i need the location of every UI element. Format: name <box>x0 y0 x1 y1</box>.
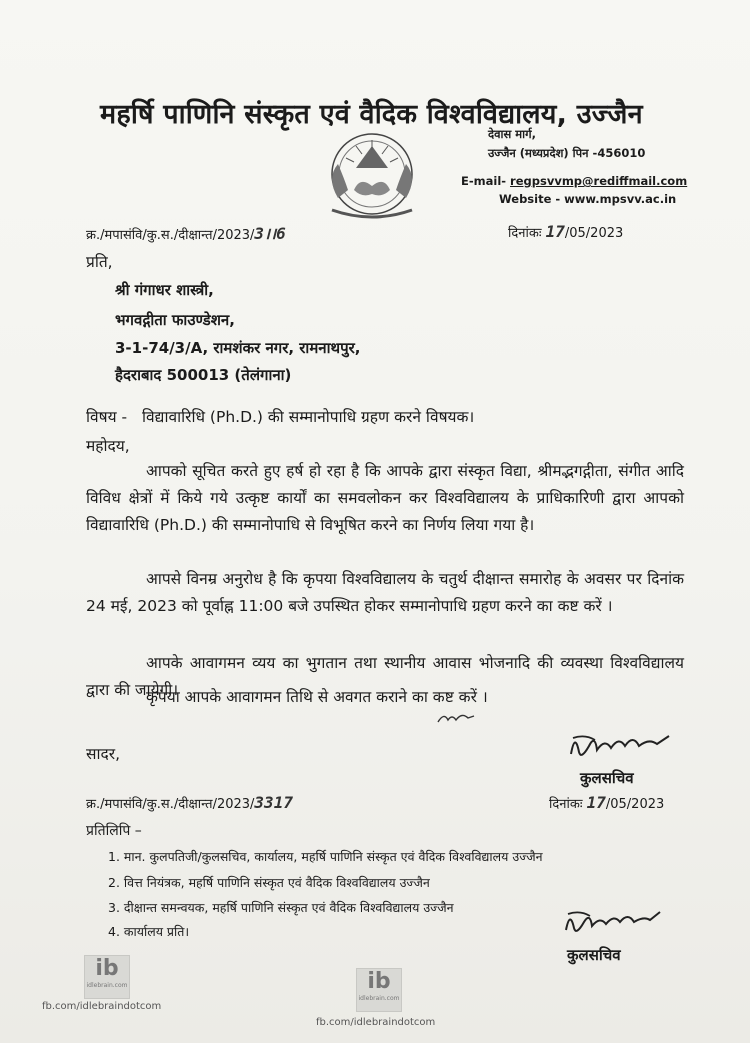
reference-date <box>508 222 623 241</box>
recipient-name: श्री गंगाधर शास्त्री, <box>115 281 214 299</box>
greeting: महोदय, <box>86 437 130 455</box>
watermark-logo-icon: ib idlebrain.com <box>356 968 402 1012</box>
address-line-1: देवास मार्ग, <box>488 127 536 141</box>
signature-icon <box>565 724 675 770</box>
date-day-handwritten: 17 <box>545 222 565 241</box>
paragraph-1: आपको सूचित करते हुए हर्ष हो रहा है कि आपके द्वारा संस्कृत विद्या, श्रीमद्भगद्गीता, संगीत आदि विविध क्षेत्रों में किये गये उत्कृष्ट कार्यों का समवलोकन कर विश्वविद्यालय के प्राधिकारिणी द्वारा आपको विद्यावारिधि (Ph.D.) की सम्मानोपाधि से विभूषित करने का निर्णय लिया गया है। <box>86 462 684 534</box>
subject-text: विद्यावारिधि (Ph.D.) की सम्मानोपाधि ग्रहण करने विषयक। <box>142 408 475 426</box>
copy-to-label: प्रतिलिपि – <box>86 823 142 839</box>
university-emblem-icon <box>318 128 426 224</box>
subject-line <box>86 405 474 427</box>
recipient-address-1: 3-1-74/3/A, रामशंकर नगर, रामनाथपुर, <box>115 339 361 357</box>
watermark-fb-text: fb.com/idlebraindotcom <box>42 1001 162 1012</box>
closing: सादर, <box>86 745 120 763</box>
paragraph-3: आपके आवागमन व्यय का भुगतान तथा स्थानीय आवास भोजनादि की व्यवस्था विश्वविद्यालय द्वारा की जायेगी। <box>86 654 684 699</box>
to-label: प्रति, <box>86 253 113 271</box>
email-label: E-mail- <box>461 174 507 188</box>
copy-to-item: 1. मान. कुलपतिजी/कुलसचिव, कार्यालय, महर्षि पाणिनि संस्कृत एवं वैदिक विश्वविद्यालय उज्जैन <box>108 849 543 864</box>
paragraph-2: आपसे विनम्र अनुरोध है कि कृपया विश्वविद्यालय के चतुर्थ दीक्षान्त समारोह के अवसर पर दिनांक 24 मई, 2023 को पूर्वाह्न 11:00 बजे उपस्थित होकर सम्मानोपाधि ग्रहण करने का कष्ट करें । <box>86 570 684 615</box>
copy-to-item: 2. वित्त नियंत्रक, महर्षि पाणिनि संस्कृत एवं वैदिक विश्वविद्यालय उज्जैन <box>108 875 430 890</box>
university-title: महर्षि पाणिनि संस्कृत एवं वैदिक विश्वविद्यालय, उज्जैन <box>100 99 643 130</box>
watermark-fb-text: fb.com/idlebraindotcom <box>316 1017 436 1028</box>
address-line-2: उज्जैन (मध्यप्रदेश) पिन -456010 <box>488 146 646 160</box>
email-link[interactable]: regpsvvmp@rediffmail.com <box>510 174 688 188</box>
recipient-address-2: हैदराबाद 500013 (तेलंगाना) <box>115 366 292 384</box>
email-line <box>461 174 687 188</box>
website-line: Website - www.mpsvv.ac.in <box>499 192 677 206</box>
copy-reference-handwritten-number: 3317 <box>254 793 293 812</box>
copy-reference-prefix: क्र./मपासंवि/कु.स./दीक्षान्त/2023/ <box>86 797 255 812</box>
reference-number <box>86 222 286 244</box>
signatory-title-copy: कुलसचिव <box>567 946 621 964</box>
copy-reference-number <box>86 793 293 812</box>
copy-date-day-handwritten: 17 <box>586 793 606 812</box>
reference-handwritten-number: 3।।6 <box>254 224 286 243</box>
copy-reference-date <box>549 793 664 812</box>
copy-to-item: 4. कार्यालय प्रति। <box>108 924 190 939</box>
date-rest: /05/2023 <box>564 226 624 241</box>
signatory-title: कुलसचिव <box>580 769 634 787</box>
signature-icon <box>560 902 664 946</box>
paragraph-4: कृपया आपके आवागमन तिथि से अवगत कराने का कष्ट करें । <box>146 688 488 706</box>
recipient-org: भगवद्गीता फाउण्डेशन, <box>115 311 235 329</box>
subject-label: विषय - <box>86 408 128 426</box>
copy-date-label: दिनांकः <box>549 797 583 812</box>
watermark-logo-icon: ib idlebrain.com <box>84 955 130 999</box>
copy-date-rest: /05/2023 <box>605 797 665 812</box>
copy-to-item: 3. दीक्षान्त समन्वयक, महर्षि पाणिनि संस्कृत एवं वैदिक विश्वविद्यालय उज्जैन <box>108 900 454 915</box>
handwritten-initial-icon <box>436 710 476 730</box>
reference-prefix: क्र./मपासंवि/कु.स./दीक्षान्त/2023/ <box>86 228 255 243</box>
date-label: दिनांकः <box>508 226 542 241</box>
